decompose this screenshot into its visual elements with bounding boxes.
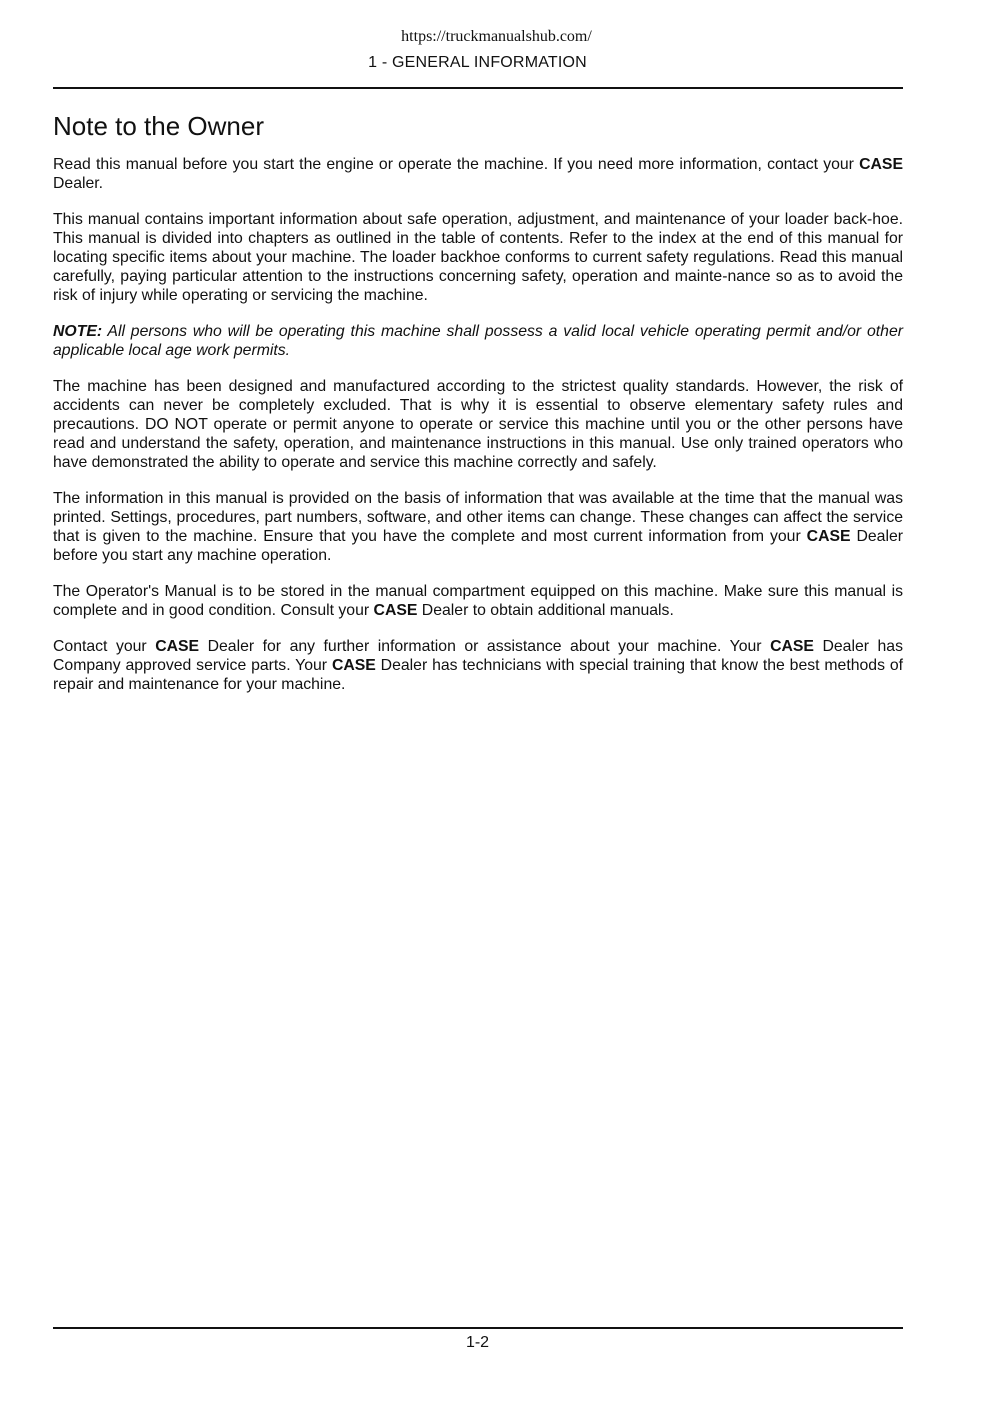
text-run: Read this manual before you start the engine or operate the machine. If you need more information, contact your [53, 156, 860, 173]
text-run: Dealer to obtain additional manuals. [417, 602, 674, 619]
brand-name: CASE [770, 638, 814, 655]
intro-paragraph [53, 155, 903, 193]
text-run: Contact your [53, 638, 156, 655]
note-text: All persons who will be operating this machine shall possess a valid local vehicle operating permit and/or other applicable local age work permits. [53, 323, 903, 359]
text-run: Dealer. [53, 175, 104, 192]
text-run: Dealer before you start any machine operation. [53, 528, 903, 564]
brand-name: CASE [331, 657, 376, 674]
footer-divider [53, 1327, 903, 1329]
chapter-heading: 1 - GENERAL INFORMATION [368, 54, 587, 71]
text-run: Dealer has Company approved service parts. Your [53, 638, 903, 674]
text-run: The Operator's Manual is to be stored in the manual compartment equipped on this machine. Make sure this manual is complete and in good condition. Consult your [53, 583, 903, 619]
information-paragraph [53, 489, 903, 565]
header-divider [53, 87, 903, 89]
brand-name: CASE [373, 602, 418, 619]
storage-paragraph [53, 582, 903, 620]
source-url: https://truckmanualshub.com/ [401, 28, 592, 45]
safety-paragraph: The machine has been designed and manufactured according to the strictest quality standards. However, the risk of accidents can never be completely excluded. That is why it is essential to observe elementary safety rules and precautions. DO NOT operate or permit anyone to operate or service this machine until you or the other persons have read and understand the safety, operation, and maintenance instructions in this manual. Use only trained operators who have demonstrated the ability to operate and service this machine correctly and safely. [53, 378, 903, 471]
contact-paragraph [53, 637, 903, 694]
text-run: Dealer has technicians with special training that know the best methods of repair and maintenance for your machine. [53, 657, 903, 693]
manual-contents-paragraph: This manual contains important information about safe operation, adjustment, and maintenance of your loader back-hoe. This manual is divided into chapters as outlined in the table of contents. Refer to the index at the end of this manual for locating specific items about your machine. The loader backhoe conforms to current safety regulations. Read this manual carefully, paying particular attention to the instructions concerning safety, operation and mainte-nance so as to avoid the risk of injury while operating or servicing the machine. [53, 211, 903, 304]
page-title: Note to the Owner [53, 111, 264, 141]
page-number: 1-2 [465, 1334, 490, 1351]
text-run: The information in this manual is provided on the basis of information that was available at the time that the manual was printed. Settings, procedures, part numbers, software, and other items can change. These changes can affect the service that is given to the machine. Ensure that you have the complete and most current information from your [53, 490, 903, 545]
brand-name: CASE [806, 528, 851, 545]
brand-name: CASE [155, 638, 200, 655]
text-run: Dealer for any further information or assistance about your machine. Your [199, 638, 771, 655]
note-label: NOTE: [53, 323, 103, 340]
note-paragraph [53, 322, 903, 360]
brand-name: CASE [859, 156, 903, 173]
body-content [53, 155, 903, 711]
